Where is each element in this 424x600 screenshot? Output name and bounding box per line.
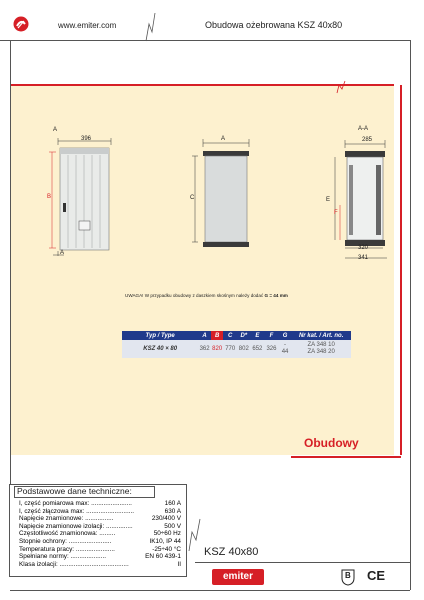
tech-value: 630 A bbox=[164, 507, 181, 515]
cell-d: 802 bbox=[237, 340, 251, 358]
tech-label: I, część pomiarowa max: ....................... bbox=[19, 500, 132, 507]
panel-right-accent bbox=[400, 85, 402, 455]
cover-note-text: UWAGA! W przypadku obudowy z daszkiem skośnym należy dodać bbox=[125, 293, 264, 298]
tech-value: 500 V bbox=[164, 522, 181, 530]
section-label: A-A bbox=[358, 126, 369, 132]
header-d: D* bbox=[237, 331, 251, 340]
cover-note-bold: G = 44 mm bbox=[264, 293, 288, 298]
spec-table-header bbox=[122, 331, 351, 340]
tech-value: 230/400 V bbox=[151, 515, 181, 523]
ce-mark-icon: CE bbox=[367, 568, 386, 583]
cell-type: KSZ 40 × 80 bbox=[122, 340, 198, 358]
section-heading: Obudowy bbox=[304, 436, 359, 450]
footer-divider bbox=[195, 562, 410, 563]
tech-value: IK10, IP 44 bbox=[149, 537, 181, 545]
tech-value: -25÷40 °C bbox=[152, 545, 181, 553]
side-dim-a-label: A bbox=[221, 136, 226, 142]
tech-value: EN 60 439-1 bbox=[145, 553, 181, 561]
section-dim-f-label: F bbox=[334, 210, 338, 216]
tech-label: Napięcie znamionowe: ................ bbox=[19, 515, 114, 523]
header-c: C bbox=[223, 331, 237, 340]
header-zigzag-icon bbox=[143, 12, 157, 42]
section-bottom-dimension-2: 341 bbox=[358, 255, 369, 261]
front-dim-b-label: B bbox=[47, 194, 52, 200]
side-view-drawing bbox=[185, 135, 260, 260]
brand-name: emiter bbox=[222, 571, 253, 582]
tech-label: I, część złączowa max: ........................... bbox=[19, 507, 135, 515]
tech-value: II bbox=[177, 560, 181, 568]
tech-label: Spełniane normy: .................... bbox=[19, 553, 107, 561]
panel-bottom-accent bbox=[291, 456, 401, 458]
section-bottom-dimension-1: 320 bbox=[358, 245, 369, 251]
cover-note bbox=[125, 293, 288, 298]
header-rule bbox=[0, 40, 410, 41]
list-item bbox=[19, 546, 181, 554]
right-frame-rule bbox=[410, 40, 411, 590]
cell-f: 326 bbox=[264, 340, 279, 358]
front-view-drawing bbox=[43, 135, 123, 260]
tech-value: 160 A bbox=[164, 500, 181, 507]
cell-art-no-line-2: ZA 348 20 bbox=[307, 349, 335, 355]
tech-value: 50÷60 Hz bbox=[153, 530, 181, 538]
cell-a: 362 bbox=[198, 340, 211, 358]
footer-product-name: KSZ 40x80 bbox=[204, 546, 259, 558]
tech-label: Stopnie ochrony: ........................ bbox=[19, 537, 112, 545]
cell-art-no bbox=[291, 340, 351, 358]
front-dim-a-bottom-label: A bbox=[60, 250, 65, 256]
cell-b: 820 bbox=[211, 340, 224, 358]
section-dim-e-label: E bbox=[326, 197, 331, 203]
cell-g-line-1: - bbox=[284, 342, 287, 348]
front-width-dimension: 396 bbox=[81, 136, 92, 142]
cell-art-no-line-1: ZA 348 10 bbox=[307, 342, 335, 348]
table-row bbox=[122, 340, 351, 358]
list-item bbox=[19, 523, 181, 531]
list-item bbox=[19, 515, 181, 523]
bottom-frame-rule bbox=[10, 590, 410, 591]
list-item bbox=[19, 500, 181, 508]
header-e: E bbox=[251, 331, 265, 340]
tech-label: Klasa izolacji: ....................................... bbox=[19, 560, 129, 568]
tech-data-title: Podstawowe dane techniczne: bbox=[17, 486, 132, 496]
tech-label: Temperatura pracy: ...................... bbox=[19, 545, 115, 553]
spec-table bbox=[122, 331, 351, 358]
list-item bbox=[19, 508, 181, 516]
cell-g bbox=[279, 340, 292, 358]
b-certificate-label: B bbox=[345, 571, 351, 580]
cell-c: 770 bbox=[223, 340, 237, 358]
cell-e: 652 bbox=[251, 340, 265, 358]
list-item bbox=[19, 538, 181, 546]
list-item bbox=[19, 530, 181, 538]
side-dim-c-label: C bbox=[190, 195, 195, 201]
list-item bbox=[19, 561, 181, 569]
header-a: A bbox=[198, 331, 211, 340]
header-type: Typ / Type bbox=[122, 331, 198, 340]
tech-label: Napięcie znamionowe izolacji: ............... bbox=[19, 522, 133, 530]
website-url: www.emiter.com bbox=[58, 21, 117, 30]
cell-g-line-2: 44 bbox=[281, 349, 289, 355]
header-art-no: Nr kat. / Art. no. bbox=[291, 331, 351, 340]
header-g: G bbox=[279, 331, 292, 340]
tech-data-list bbox=[19, 500, 181, 568]
front-dim-a-label: A bbox=[53, 127, 58, 133]
section-top-dimension: 285 bbox=[362, 137, 373, 143]
list-item bbox=[19, 553, 181, 561]
logo-icon bbox=[13, 16, 29, 32]
panel-zigzag-icon bbox=[336, 80, 346, 94]
header-b: B bbox=[211, 331, 224, 340]
tech-label: Częstotliwość znamionowa: ......... bbox=[19, 530, 116, 538]
header-title: Obudowa ożebrowana KSZ 40x80 bbox=[205, 20, 343, 30]
footer-zigzag-icon bbox=[186, 518, 202, 552]
header-f: F bbox=[264, 331, 279, 340]
